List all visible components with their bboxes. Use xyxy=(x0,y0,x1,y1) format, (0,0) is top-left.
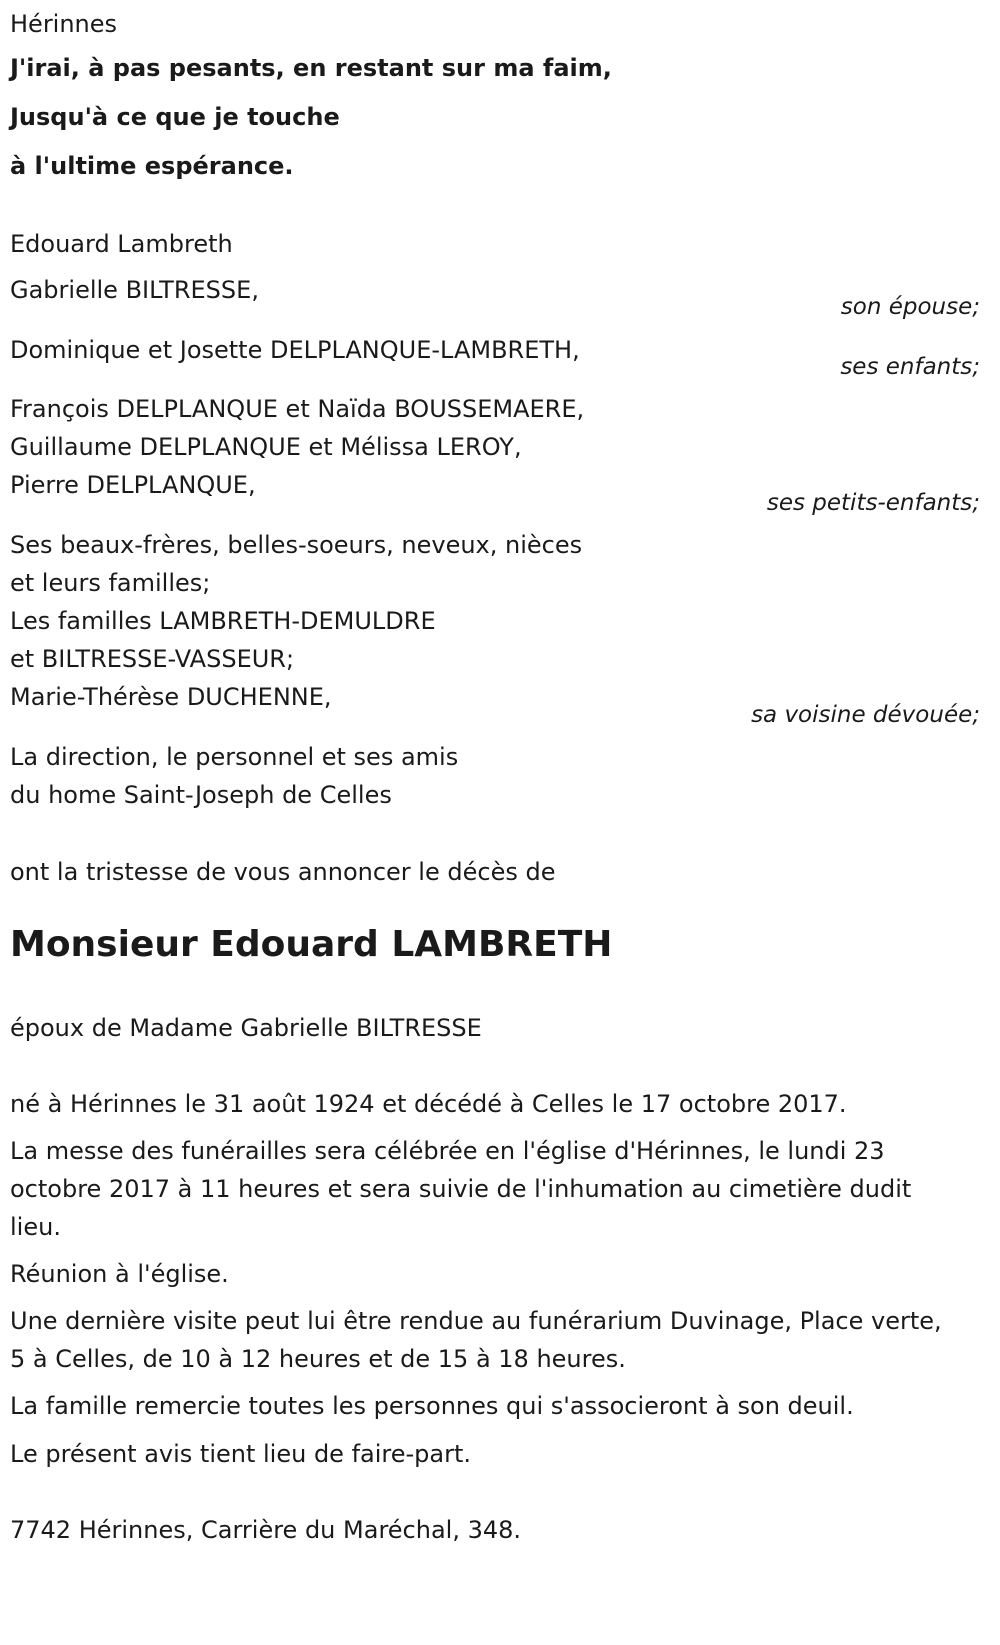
funeral-mass-paragraph: La messe des funérailles sera célébrée en l'église d'Hérinnes, le lundi 23 octobre 2017 à 11 heures et sera suivie de l'inhumation au cimetière dudit lieu. xyxy=(10,1137,912,1241)
announcement: ont la tristesse de vous annoncer le décès de xyxy=(10,858,556,886)
family-name-line: et BILTRESSE-VASSEUR; xyxy=(10,645,295,673)
family-name-line: Pierre DELPLANQUE, xyxy=(10,471,256,499)
family-name-line: du home Saint-Joseph de Celles xyxy=(10,781,392,809)
family-name-line: Les familles LAMBRETH-DEMULDRE xyxy=(10,607,436,635)
location-header: Hérinnes xyxy=(10,10,118,38)
family-name-line: Marie-Thérèse DUCHENNE, xyxy=(10,683,332,711)
address: 7742 Hérinnes, Carrière du Maréchal, 348. xyxy=(10,1516,522,1544)
relation-label: son épouse; xyxy=(840,294,980,320)
poem-line: Jusqu'à ce que je touche xyxy=(10,103,340,131)
spouse-line: époux de Madame Gabrielle BILTRESSE xyxy=(10,1014,482,1042)
family-name-line: Guillaume DELPLANQUE et Mélissa LEROY, xyxy=(10,433,522,461)
family-name-line: La direction, le personnel et ses amis xyxy=(10,743,459,771)
family-name-line: François DELPLANQUE et Naïda BOUSSEMAERE, xyxy=(10,395,585,423)
family-group-spouse xyxy=(10,270,990,328)
poem xyxy=(10,44,990,191)
poem-line: J'irai, à pas pesants, en restant sur ma faim, xyxy=(10,54,612,82)
relation-label: ses petits-enfants; xyxy=(766,490,980,516)
family-name-line: Ses beaux-frères, belles-soeurs, neveux, nièces xyxy=(10,531,583,559)
opening-name: Edouard Lambreth xyxy=(10,230,233,258)
visitation-paragraph: Une dernière visite peut lui être rendue au funérarium Duvinage, Place verte, 5 à Celles, de 10 à 12 heures et de 15 à 18 heures. xyxy=(10,1307,942,1373)
family-name-line: et leurs familles; xyxy=(10,569,211,597)
family-group-children xyxy=(10,330,990,390)
relation-label: sa voisine dévouée; xyxy=(751,702,980,728)
relation-label: ses enfants; xyxy=(840,354,980,380)
notice-line: Le présent avis tient lieu de faire-part. xyxy=(10,1440,472,1468)
family-group-grandchildren xyxy=(10,390,990,526)
family-group-extended xyxy=(10,526,990,738)
deceased-name: Monsieur Edouard LAMBRETH xyxy=(10,924,613,965)
thanks-line: La famille remercie toutes les personnes qui s'associeront à son deuil. xyxy=(10,1392,854,1420)
gathering-line: Réunion à l'église. xyxy=(10,1260,229,1288)
family-name-line: Dominique et Josette DELPLANQUE-LAMBRETH, xyxy=(10,336,580,364)
birth-death-line: né à Hérinnes le 31 août 1924 et décédé à Celles le 17 octobre 2017. xyxy=(10,1090,847,1118)
poem-line: à l'ultime espérance. xyxy=(10,152,294,180)
family-name-line: Gabrielle BILTRESSE, xyxy=(10,276,259,304)
obituary-notice xyxy=(10,0,990,1550)
family-group-home xyxy=(10,738,990,814)
